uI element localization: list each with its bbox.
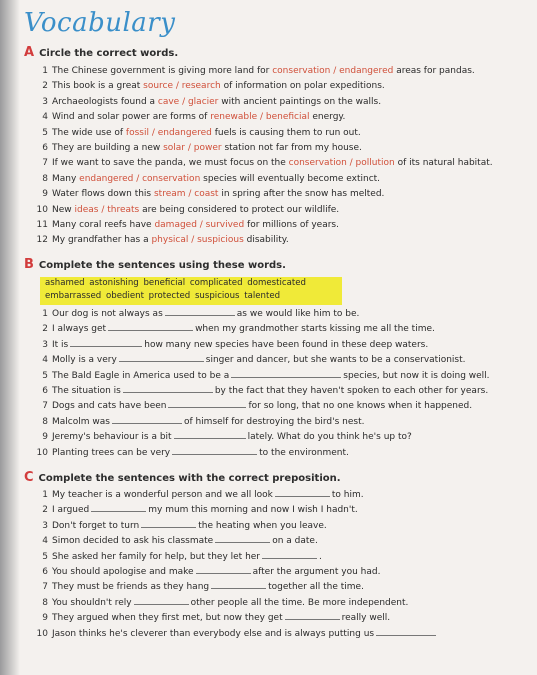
exercise-item: [30, 141, 510, 156]
answer-blank[interactable]: [376, 627, 436, 636]
item-text: of its natural habitat.: [394, 158, 493, 169]
item-text: disability.: [243, 235, 289, 246]
item-text: Many coral reefs have: [52, 219, 155, 230]
answer-blank[interactable]: [141, 519, 196, 528]
item-number: 12: [36, 235, 48, 246]
section-a-letter: A: [24, 45, 35, 60]
item-number: 5: [42, 551, 48, 562]
item-number: 2: [42, 324, 48, 335]
answer-blank[interactable]: [168, 399, 246, 408]
item-number: 11: [36, 219, 48, 230]
item-text: by the fact that they haven't spoken to each other for years.: [214, 385, 489, 396]
exercise-item: [30, 126, 510, 141]
exercise-item: [30, 550, 510, 565]
item-text: I argued: [52, 505, 90, 516]
item-text: Dogs and cats have been: [52, 401, 167, 412]
item-number: 9: [42, 432, 48, 443]
item-text: Don't forget to turn: [52, 520, 140, 531]
section-b-heading: [24, 257, 286, 272]
item-text: for millions of years.: [244, 219, 339, 230]
item-number: 9: [42, 613, 48, 624]
exercise-item: [30, 64, 510, 79]
item-text: Our dog is not always as: [52, 309, 163, 319]
exercise-item: [30, 399, 510, 414]
exercise-item: [30, 95, 510, 110]
item-number: 3: [42, 520, 48, 531]
item-text: station not far from my house.: [221, 142, 362, 153]
item-text: The Chinese government is giving more land for: [52, 66, 273, 76]
item-text: The Bald Eagle in America used to be a: [52, 370, 230, 381]
item-text: Malcolm was: [52, 416, 110, 427]
exercise-item: [30, 446, 510, 461]
item-text: are being considered to protect our wildlife.: [139, 204, 340, 215]
section-c-letter: C: [24, 470, 34, 485]
item-text: to him.: [331, 490, 364, 500]
item-text: Water flows down this: [52, 189, 154, 200]
item-text: Wind and solar power are forms of: [52, 112, 211, 123]
item-number: 6: [42, 566, 48, 577]
exercise-item: [30, 307, 510, 322]
item-text: This book is a great: [52, 81, 144, 92]
item-text: lately. What do you think he's up to?: [247, 432, 412, 443]
item-text: Jeremy's behaviour is a bit: [52, 432, 172, 443]
exercise-item: [30, 187, 510, 202]
item-text: They argued when they first met, but now they get: [52, 613, 283, 624]
item-number: 7: [42, 158, 48, 169]
exercise-item: [30, 415, 510, 430]
exercise-item: [30, 322, 510, 337]
word-choice[interactable]: solar / power: [163, 142, 222, 153]
exercise-item: [30, 338, 510, 353]
item-text: Many: [52, 173, 80, 184]
section-a-instruction: Circle the correct words.: [39, 48, 179, 59]
item-text: energy.: [309, 112, 346, 123]
item-number: 3: [42, 339, 48, 350]
word-choice[interactable]: cave / glacier: [157, 96, 219, 107]
item-text: They are building a new: [52, 142, 164, 153]
exercise-item: [30, 369, 510, 384]
section-b-instruction: Complete the sentences using these words.: [38, 260, 286, 271]
item-number: 4: [42, 355, 48, 366]
answer-blank[interactable]: [211, 580, 266, 589]
item-text: on a date.: [272, 536, 318, 547]
item-number: 7: [42, 401, 48, 412]
exercise-item: [30, 503, 510, 518]
exercise-item: [30, 79, 510, 94]
exercise-item: [30, 519, 510, 534]
item-text: She asked her family for help, but they let her: [52, 551, 261, 562]
item-text: of himself for destroying the bird's nest.: [183, 416, 365, 427]
answer-blank[interactable]: [123, 384, 213, 393]
answer-blank[interactable]: [275, 488, 330, 497]
item-text: Molly is a very: [52, 355, 117, 366]
word-bank-line-1: ashamed astonishing beneficial complicated domesticated: [45, 278, 306, 288]
section-c-list: [30, 488, 510, 642]
exercise-item: [30, 203, 510, 218]
answer-blank[interactable]: [91, 503, 146, 512]
section-b-list: [30, 307, 510, 461]
item-number: 8: [42, 597, 48, 608]
item-text: The wide use of: [52, 127, 126, 138]
answer-blank[interactable]: [196, 565, 251, 574]
word-choice[interactable]: fossil / endangered: [125, 127, 212, 138]
word-choice[interactable]: endangered / conservation: [79, 173, 201, 184]
section-b-letter: B: [24, 257, 34, 272]
item-number: 8: [42, 173, 48, 184]
exercise-item: [30, 488, 510, 503]
item-text: the heating when you leave.: [198, 520, 327, 531]
answer-blank[interactable]: [165, 307, 235, 316]
section-c-instruction: Complete the sentences with the correct preposition.: [38, 473, 341, 484]
exercise-item: [30, 611, 510, 626]
answer-blank[interactable]: [231, 369, 341, 378]
item-text: to the environment.: [259, 447, 349, 458]
item-text: species, but now it is doing well.: [343, 370, 490, 381]
item-text: fuels is causing them to run out.: [211, 127, 361, 138]
item-text: really well.: [341, 613, 391, 624]
exercise-item: [30, 534, 510, 549]
item-text: I always get: [52, 324, 107, 335]
item-text: my mum this morning and now I wish I hadn't.: [148, 505, 358, 516]
item-number: 1: [42, 66, 48, 76]
item-number: 10: [36, 447, 48, 458]
item-number: 10: [36, 628, 48, 639]
item-text: .: [319, 551, 322, 562]
item-text: Jason thinks he's cleverer than everybody else and is always putting us: [52, 628, 375, 639]
item-text: in spring after the snow has melted.: [218, 189, 385, 200]
answer-blank[interactable]: [174, 430, 246, 439]
answer-blank[interactable]: [172, 446, 257, 455]
exercise-item: [30, 233, 510, 248]
answer-blank[interactable]: [119, 353, 204, 362]
item-text: with ancient paintings on the walls.: [218, 96, 382, 107]
item-text: for so long, that no one knows when it happened.: [248, 401, 473, 412]
item-text: Archaeologists found a: [52, 96, 158, 107]
answer-blank[interactable]: [112, 415, 182, 424]
exercise-item: [30, 110, 510, 125]
item-text: how many new species have been found in these deep waters.: [144, 339, 429, 350]
word-choice[interactable]: source / research: [143, 81, 221, 92]
item-number: 1: [42, 309, 48, 319]
exercise-item: [30, 627, 510, 642]
answer-blank[interactable]: [285, 611, 340, 620]
item-number: 1: [42, 490, 48, 500]
answer-blank[interactable]: [215, 534, 270, 543]
item-number: 4: [42, 112, 48, 123]
word-choice[interactable]: conservation / pollution: [288, 158, 395, 169]
item-text: It is: [52, 339, 69, 350]
item-text: as we would like him to be.: [236, 309, 360, 319]
item-number: 10: [36, 204, 48, 215]
word-choice[interactable]: stream / coast: [153, 189, 219, 200]
item-text: They must be friends as they hang: [52, 582, 210, 593]
item-text: of information on polar expeditions.: [220, 81, 385, 92]
word-choice[interactable]: physical / suspicious: [151, 235, 244, 246]
section-c-heading: [24, 470, 341, 485]
word-bank-line-2: embarrassed obedient protected suspicious talented: [45, 291, 281, 301]
item-text: when my grandmother starts kissing me all the time.: [195, 324, 435, 335]
item-number: 6: [42, 142, 48, 153]
item-text: Planting trees can be very: [52, 447, 171, 458]
item-text: My grandfather has a: [52, 235, 152, 246]
item-number: 7: [42, 582, 48, 593]
item-number: 5: [42, 127, 48, 138]
exercise-item: [30, 430, 510, 445]
item-number: 4: [42, 536, 48, 547]
item-text: other people all the time. Be more independent.: [190, 597, 409, 608]
item-text: together all the time.: [268, 582, 364, 593]
item-text: If we want to save the panda, we must focus on the: [52, 158, 289, 169]
word-choice[interactable]: damaged / survived: [154, 219, 245, 230]
item-number: 9: [42, 189, 48, 200]
word-choice[interactable]: ideas / threats: [74, 204, 140, 215]
item-text: You shouldn't rely: [52, 597, 132, 608]
answer-blank[interactable]: [70, 338, 142, 347]
exercise-item: [30, 353, 510, 368]
answer-blank[interactable]: [108, 322, 193, 331]
item-text: The situation is: [52, 385, 121, 396]
item-number: 3: [42, 96, 48, 107]
item-text: You should apologise and make: [52, 566, 194, 577]
exercise-item: [30, 580, 510, 595]
item-text: areas for pandas.: [393, 66, 475, 76]
item-number: 8: [42, 416, 48, 427]
item-number: 2: [42, 81, 48, 92]
item-text: after the argument you had.: [252, 566, 381, 577]
exercise-item: [30, 596, 510, 611]
item-text: My teacher is a wonderful person and we all look: [52, 490, 273, 500]
page-title: Vocabulary: [24, 8, 176, 38]
word-choice[interactable]: conservation / endangered: [272, 66, 394, 76]
item-number: 5: [42, 370, 48, 381]
section-a-heading: [24, 45, 178, 60]
exercise-item: [30, 172, 510, 187]
exercise-item: [30, 156, 510, 171]
answer-blank[interactable]: [262, 550, 317, 559]
item-text: species will eventually become extinct.: [200, 173, 381, 184]
item-text: New: [52, 204, 75, 215]
item-number: 6: [42, 385, 48, 396]
section-a-list: [30, 64, 510, 249]
exercise-item: [30, 218, 510, 233]
item-text: singer and dancer, but she wants to be a conservationist.: [205, 355, 466, 366]
exercise-item: [30, 384, 510, 399]
answer-blank[interactable]: [134, 596, 189, 605]
item-text: Simon decided to ask his classmate: [52, 536, 214, 547]
item-number: 2: [42, 505, 48, 516]
word-choice[interactable]: renewable / beneficial: [210, 112, 310, 123]
exercise-item: [30, 565, 510, 580]
